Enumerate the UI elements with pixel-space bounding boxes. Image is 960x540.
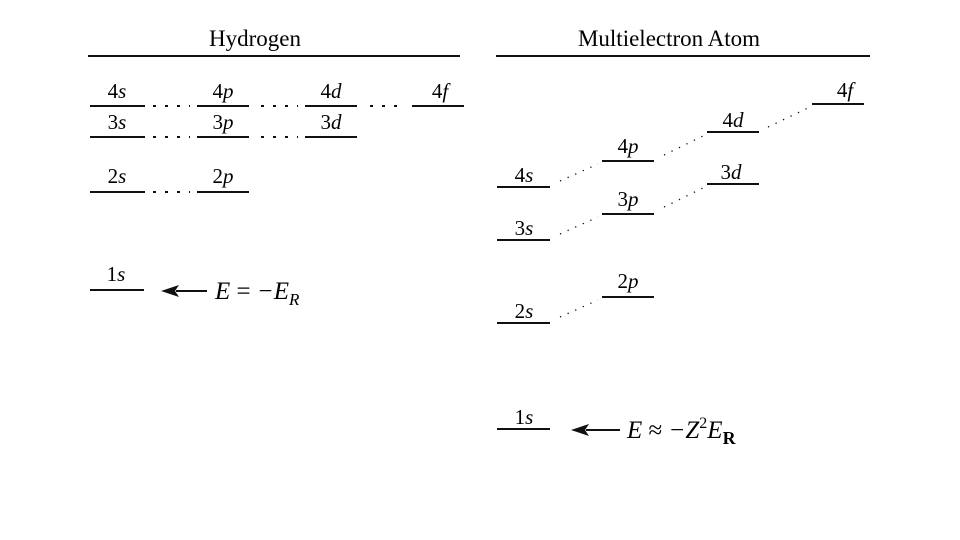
- multielectron-panel: [496, 26, 870, 448]
- h-label-2p: 2p: [212, 164, 234, 188]
- h-label-1s: 1s: [106, 262, 126, 286]
- m-connector-dots: [560, 217, 598, 234]
- m-label-4p: 4p: [617, 134, 639, 158]
- multielectron-title: Multielectron Atom: [577, 26, 761, 51]
- m-connector-dots: [560, 164, 598, 181]
- h-label-4s: 4s: [107, 79, 127, 103]
- m-label-3s: 3s: [514, 216, 534, 240]
- h-energy-equation: $E = -E_R$: [215, 278, 300, 309]
- m-label-3p: 3p: [617, 187, 639, 211]
- hydrogen-title: Hydrogen: [209, 26, 301, 51]
- h-label-3p: 3p: [212, 110, 234, 134]
- h-label-4p: 4p: [212, 79, 234, 103]
- m-label-1s: 1s: [514, 405, 534, 429]
- h-label-3d: 3d: [320, 110, 342, 134]
- m-label-2s: 2s: [514, 299, 534, 323]
- m-label-3d: 3d: [720, 160, 742, 184]
- m-connector-dots: [664, 136, 703, 155]
- m-connector-dots: [664, 188, 703, 207]
- h-label-4d: 4d: [320, 79, 342, 103]
- m-energy-equation: $E \approx -Z^2E_R$: [627, 415, 736, 448]
- m-connector-dots: [768, 107, 810, 127]
- m-connector-dots: [560, 300, 598, 317]
- h-label-4f: 4f: [431, 79, 449, 103]
- m-label-4s: 4s: [514, 163, 534, 187]
- m-label-2p: 2p: [617, 269, 639, 293]
- hydrogen-panel: [88, 26, 464, 309]
- m-label-4d: 4d: [722, 108, 744, 132]
- m-label-4f: 4f: [836, 78, 854, 102]
- h-label-3s: 3s: [107, 110, 127, 134]
- h-label-2s: 2s: [107, 164, 127, 188]
